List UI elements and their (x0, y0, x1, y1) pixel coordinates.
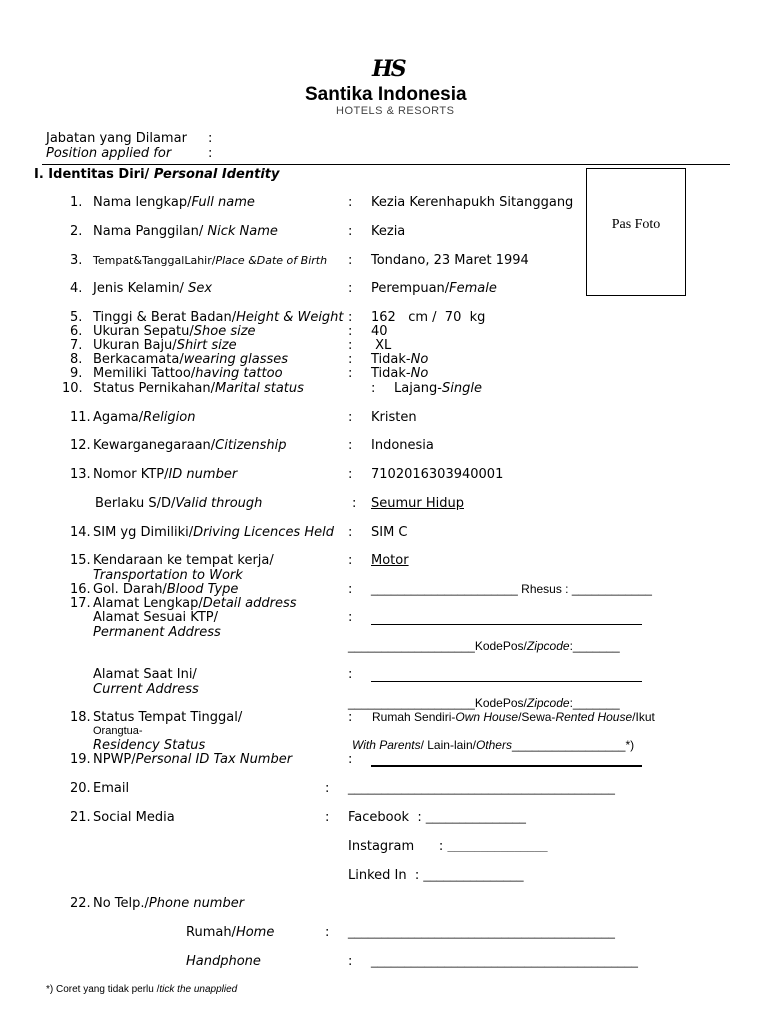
facebook-field[interactable]: Facebook : _______________ (348, 810, 526, 825)
footnote: *) Coret yang tidak perlu /tick the unapplied (46, 984, 238, 995)
field-16-colon: : (348, 582, 353, 597)
permanent-address-label: Alamat Sesuai KTP/ (93, 610, 218, 625)
residency-options[interactable]: Rumah Sendiri-Own House/Sewa-Rented House/Ikut (372, 710, 655, 724)
field-15-number: 15. (70, 553, 91, 568)
current-address-colon: : (348, 667, 353, 682)
field-18-label-2: Orangtua- (93, 725, 143, 737)
marital-status-value[interactable]: Lajang-Single (394, 381, 482, 396)
field-11-colon: : (348, 410, 353, 425)
field-9-number: 9. (70, 366, 83, 381)
field-3-number: 3. (70, 253, 83, 268)
hotel-logo-name: Santika Indonesia (305, 84, 467, 105)
permanent-address-colon: : (348, 610, 353, 625)
field-16-label: Gol. Darah/Blood Type (93, 582, 239, 597)
field-8-number: 8. (70, 352, 83, 367)
field-8-colon: : (348, 352, 353, 367)
birth-value[interactable]: Tondano, 23 Maret 1994 (371, 253, 529, 268)
blood-type-field[interactable]: ______________________ Rhesus : ____________ (371, 582, 652, 596)
field-14-label: SIM yg Dimiliki/Driving Licences Held (93, 525, 334, 540)
field-17-number: 17. (70, 596, 91, 611)
field-6-number: 6. (70, 324, 83, 339)
tattoo-value[interactable]: Tidak-No (371, 366, 429, 381)
valid-through-value[interactable]: Seumur Hidup (371, 496, 464, 511)
field-2-label: Nama Panggilan/ Nick Name (93, 224, 278, 239)
field-22-number: 22. (70, 896, 91, 911)
current-address-label: Alamat Saat Ini/ (93, 667, 197, 682)
instagram-field[interactable]: Instagram : _______________ (348, 839, 548, 854)
field-10-colon: : (371, 381, 376, 396)
field-10-label: Status Pernikahan/Marital status (93, 381, 304, 396)
field-18-colon: : (348, 710, 353, 725)
field-7-label: Ukuran Baju/Shirt size (93, 338, 237, 353)
shoe-size-value[interactable]: 40 (371, 324, 388, 339)
nick-name-value[interactable]: Kezia (371, 224, 406, 239)
hotel-logo-mark: HS (372, 56, 405, 82)
field-18-number: 18. (70, 710, 91, 725)
field-12-label: Kewarganegaraan/Citizenship (93, 438, 287, 453)
field-12-colon: : (348, 438, 353, 453)
field-22-label: No Telp./Phone number (93, 896, 245, 911)
field-20-label: Email (93, 781, 130, 796)
section-title: I. Identitas Diri/ Personal Identity (34, 167, 280, 182)
field-4-label: Jenis Kelamin/ Sex (93, 281, 213, 296)
photo-box[interactable] (586, 168, 686, 296)
handphone-colon: : (348, 954, 353, 969)
field-6-colon: : (348, 324, 353, 339)
field-11-number: 11. (70, 410, 91, 425)
glasses-value[interactable]: Tidak-No (371, 352, 429, 367)
field-15-colon: : (348, 553, 353, 568)
position-label-id: Jabatan yang Dilamar (46, 131, 187, 146)
field-3-label: Tempat&TanggalLahir/Place &Date of Birth (93, 254, 328, 267)
field-15-label-en: Transportation to Work (93, 568, 243, 583)
field-19-colon: : (348, 752, 353, 767)
field-11-label: Agama/Religion (93, 410, 196, 425)
field-2-colon: : (348, 224, 353, 239)
field-20-number: 20. (70, 781, 91, 796)
field-5-number: 5. (70, 310, 83, 325)
field-13-colon: : (348, 467, 353, 482)
permanent-address-line[interactable] (371, 624, 642, 625)
handphone-label: Handphone (186, 954, 261, 969)
full-name-value[interactable]: Kezia Kerenhapukh Sitanggang (371, 195, 574, 210)
linkedin-field[interactable]: Linked In : _______________ (348, 868, 524, 883)
field-1-label: Nama lengkap/Full name (93, 195, 255, 210)
field-14-number: 14. (70, 525, 91, 540)
field-4-colon: : (348, 281, 353, 296)
email-field[interactable]: ________________________________________ (348, 781, 615, 795)
field-4-number: 4. (70, 281, 83, 296)
field-5-label: Tinggi & Berat Badan/Height & Weight (93, 310, 344, 325)
field-9-label: Memiliki Tattoo/having tattoo (93, 366, 283, 381)
residency-options-2[interactable]: With Parents/ Lain-lain/Others_________________*) (352, 738, 635, 752)
field-3-colon: : (348, 253, 353, 268)
permanent-address-label-en: Permanent Address (93, 625, 221, 640)
field-18-label: Status Tempat Tinggal/ (93, 710, 243, 725)
home-phone-label: Rumah/Home (186, 925, 275, 940)
height-weight-value[interactable]: 162 cm / 70 kg (371, 310, 486, 325)
field-16-number: 16. (70, 582, 91, 597)
valid-through-colon: : (352, 496, 357, 511)
handphone-field[interactable]: ________________________________________ (371, 954, 638, 968)
field-5-colon: : (348, 310, 353, 325)
position-label-en: Position applied for (46, 146, 172, 161)
field-17-label: Alamat Lengkap/Detail address (93, 596, 297, 611)
field-13-number: 13. (70, 467, 91, 482)
field-15-label: Kendaraan ke tempat kerja/ (93, 553, 274, 568)
field-7-number: 7. (70, 338, 83, 353)
field-12-number: 12. (70, 438, 91, 453)
current-address-line[interactable] (371, 681, 642, 682)
field-20-colon: : (325, 781, 330, 796)
field-1-colon: : (348, 195, 353, 210)
current-address-label-en: Current Address (93, 682, 199, 697)
home-phone-colon: : (325, 925, 330, 940)
field-19-label: NPWP/Personal ID Tax Number (93, 752, 293, 767)
field-13-label: Nomor KTP/ID number (93, 467, 238, 482)
rhesus-field[interactable]: Rhesus : ____________ (517, 582, 652, 596)
field-19-number: 19. (70, 752, 91, 767)
field-9-colon: : (348, 366, 353, 381)
field-21-colon: : (325, 810, 330, 825)
transportation-value[interactable]: Motor (371, 553, 409, 568)
sex-value[interactable]: Perempuan/Female (371, 281, 497, 296)
field-1-number: 1. (70, 195, 83, 210)
field-10-number: 10. (62, 381, 83, 396)
field-21-label: Social Media (93, 810, 175, 825)
position-colon: : (208, 131, 213, 146)
citizenship-value[interactable]: Indonesia (371, 438, 434, 453)
driving-licence-value[interactable]: SIM C (371, 525, 408, 540)
photo-label: Pas Foto (611, 217, 661, 232)
field-8-label: Berkacamata/wearing glasses (93, 352, 289, 367)
tax-number-line[interactable] (371, 765, 642, 767)
header-divider (42, 164, 730, 165)
valid-through-label: Berlaku S/D/Valid through (95, 496, 263, 511)
field-21-number: 21. (70, 810, 91, 825)
permanent-zipcode-field[interactable]: ___________________KodePos/Zipcode:_______ (348, 639, 620, 653)
id-number-value[interactable]: 7102016303940001 (371, 467, 504, 482)
field-18-label-en: Residency Status (93, 738, 206, 753)
shirt-size-value[interactable]: XL (371, 338, 392, 353)
home-phone-field[interactable]: ________________________________________ (348, 925, 615, 939)
field-7-colon: : (348, 338, 353, 353)
religion-value[interactable]: Kristen (371, 410, 417, 425)
position-colon-en: : (208, 146, 213, 161)
field-14-colon: : (348, 525, 353, 540)
hotel-logo-subtitle: HOTELS & RESORTS (336, 105, 455, 117)
field-2-number: 2. (70, 224, 83, 239)
field-6-label: Ukuran Sepatu/Shoe size (93, 324, 256, 339)
current-zipcode-field[interactable]: ___________________KodePos/Zipcode:_______ (348, 696, 620, 710)
